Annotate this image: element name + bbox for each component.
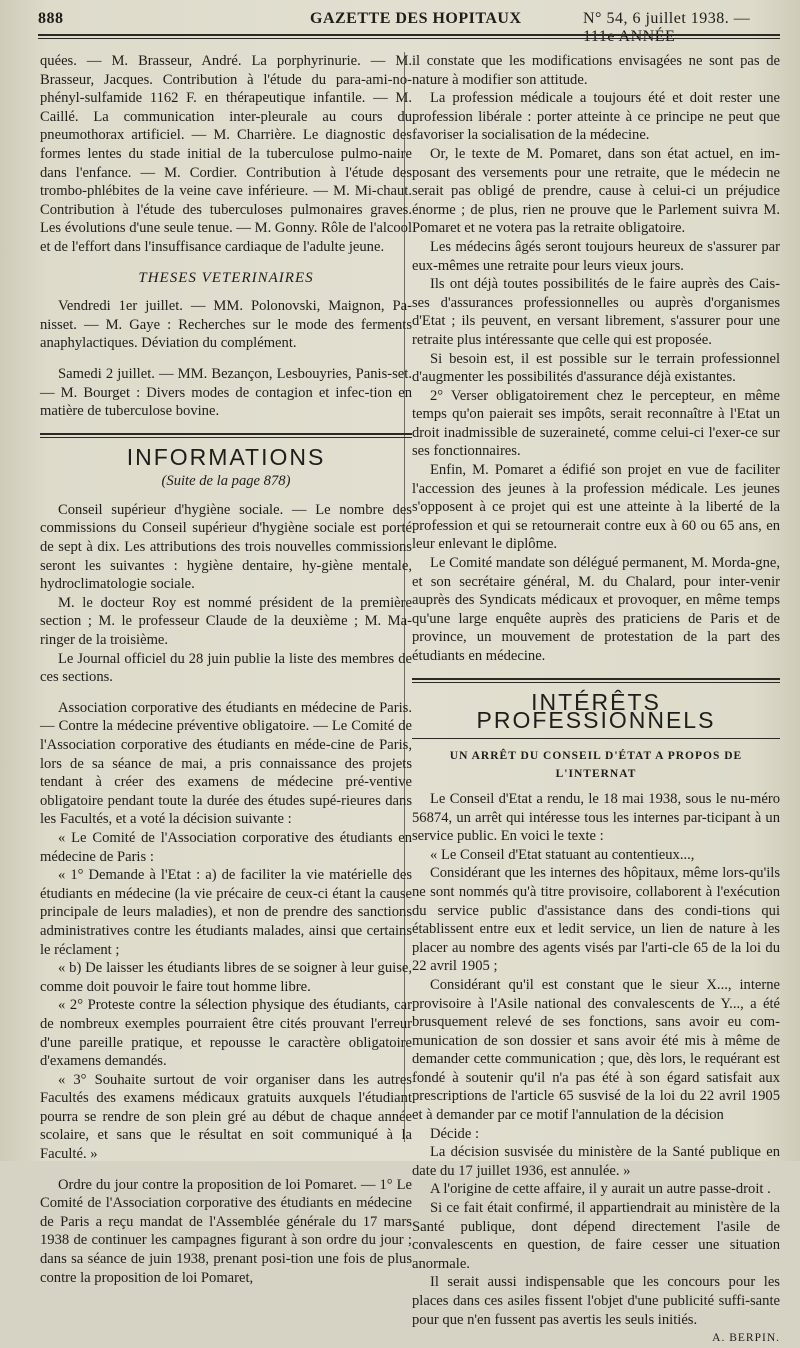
possibilities-paragraph: Ils ont déjà toutes possibilités de le faire auprès des Cais-ses d'assurances professionnelles ou auprès d'organismes d'Etat ; ils peuvent, en versant librement, s'assurer pour une retraite plus intéressante que celle qui est proposée.: [412, 276, 780, 348]
veterinary-theses-heading: THESES VETERINAIRES: [138, 269, 314, 286]
header-rule-thin: [38, 38, 780, 39]
demand-1-paragraph: « 1° Demande à l'Etat : a) de faciliter la vie matérielle des étudiants en médecine (la vie précaire de ceux-ci étant la cause principale de leurs maladies), et non de prendre des sanctions administratives contre les étudiants malades, ainsi que certains le réclament ;: [40, 867, 412, 958]
pomaret-text-paragraph: Or, le texte de M. Pomaret, dans son état actuel, en im-posant des versements pour une retraite, que le médecin ne serait pas obligé de prendre, cause à celui-ci un préjudice énorme ; de plus, rien ne prouve que le Parlement suivra M. Pomaret et ne votera pas la retraite obligatoire.: [412, 145, 780, 237]
decide-paragraph: Décide :: [430, 1125, 480, 1142]
origin-paragraph: A l'origine de cette affaire, il y aurait un autre passe-droit .: [430, 1181, 771, 1198]
conseil-etat-subheading: UN ARRÊT DU CONSEIL D'ÉTAT A PROPOS DE L'INTERNAT: [449, 749, 743, 781]
journal-title: GAZETTE DES HOPITAUX: [310, 10, 522, 27]
concours-paragraph: Il serait aussi indispensable que les concours pour les places dans ces asiles fissent l'objet d'une publicité suffi-sante pour que n'en fussent pas avertis les seuls initiés.: [412, 1274, 780, 1328]
mandate-paragraph: Le Comité mandate son délégué permanent, M. Morda-gne, et son secrétaire général, M. du Chalard, pour inter-venir auprès des Syndicats médicaux et provoquer, en même temps qu'une large enquête auprès des praticiens de Paris et de province, un mouvement de protestation de la part des étudiants en médecine.: [412, 555, 780, 664]
hygiene-council-paragraph: Conseil supérieur d'hygiène sociale. — Le nombre des commissions du Conseil supérieur d'hygiène sociale est porté de sept à dix. Les attributions des trois nouvelles commissions seront les suivantes : hygiène dentaire, hy-giène mentale, hydroclimatologie sociale.: [40, 501, 412, 593]
considerant-1-paragraph: Considérant que les internes des hôpitaux, même lors-qu'ils ne sont nommés qu'à titre provisoire, collaborent à l'exécution du service public d'assistance dans des condi-tions qui établissent entre eux et ledit service, un lien de nature à les placer au nombre des agents visés par l'arti-cle 65 de la loi du 22 avril 1905 ;: [412, 865, 780, 975]
thesis-list-continued: quées. — M. Brasseur, André. La porphyrinurie. — M. Brasseur, Jacques. Contribution à l'étude du para-ami-no-phényl-sulfamide 1162 F. en thérapeutique infantile. — M. Caillé. La communication inter-pleurale au cours du pneumothorax artificiel. — M. Charrière. Le diagnostic des formes lentes du stade initial de la tuberculose pulmo-naire dans l'enfance. — M. Cordier. Contribution à l'étude des trombo-phlébites de la veine cave inférieure. — M. Mi-chaut. Contribution à l'étude des tuberculoses pulmonaires graves. Les évolutions d'une seule tenue. — M. Gonny. Rôle de l'alcool et de l'effort dans l'insuffisance cardiaque de l'adulte jeune.: [40, 53, 412, 255]
comite-paragraph: « Le Comité de l'Association corporative des étudiants en médecine de Paris :: [40, 829, 412, 865]
sections-presidents-paragraph: M. le docteur Roy est nommé président de la première section ; M. le professeur Claude de la deuxième ; M. Ma-ringer de la troisième.: [40, 594, 412, 649]
journal-officiel-paragraph: Le Journal officiel du 28 juin publie la liste des membres de ces sections.: [40, 650, 412, 686]
if-needed-paragraph: Si besoin est, il est possible sur le terrain professionnel d'augmenter les possibilités d'assurance déjà existantes.: [412, 350, 780, 386]
conseil-etat-paragraph: Le Conseil d'Etat a rendu, le 18 mai 1938, sous le nu-méro 56874, un arrêt qui intéresse tous les internes par-ticipant à un service public. En voici le texte :: [412, 790, 780, 845]
demand-2-paragraph: « 2° Proteste contre la sélection physique des étudiants, car de nombreux exemples pourraient être cités prouvant l'erreur d'une pareille pratique, et repousse le caractère obligatoire d'examens demandés.: [40, 997, 412, 1070]
page-number: 888: [38, 10, 64, 27]
thesis-saturday: Samedi 2 juillet. — MM. Bezançon, Lesbouyries, Panis-set. — M. Bourget : Divers modes de contagion et infec-tion en matière de tuberculose bovine.: [40, 365, 412, 420]
ministry-paragraph: Si ce fait était confirmé, il appartiendrait au ministère de la Santé publique, dont dépend directement l'asile de convalescents en question, de faire cesser une situation anormale.: [412, 1200, 780, 1272]
author-signature: A. BERPIN.: [712, 1332, 780, 1345]
section-rule-right: [412, 678, 780, 683]
decision-paragraph: La décision susvisée du ministère de la Santé publique en date du 17 juillet 1936, est annulée. »: [412, 1144, 780, 1179]
interets-rule: [412, 738, 780, 739]
header-rule: [38, 34, 780, 36]
finally-paragraph: Enfin, M. Pomaret a édifié son projet en vue de faciliter l'accession des jeunes à la profession médicale. Les jeunes s'opposent à ce projet qui est une atteinte à la liberté de la profession et qui se retournerait contre eux à 60 ou 65 ans, en leur enlevant le diplôme.: [412, 462, 780, 553]
informations-heading: INFORMATIONS: [126, 443, 326, 470]
informations-subtitle: (Suite de la page 878): [161, 473, 291, 490]
older-doctors-paragraph: Les médecins âgés seront toujours heureux de s'assurer par eux-mêmes une retraite pour leurs vieux jours.: [412, 238, 780, 274]
left-column: [40, 52, 412, 1287]
ordre-du-jour-paragraph: Ordre du jour contre la proposition de loi Pomaret. — 1° Le Comité de l'Association corporative des étudiants en médecine de Paris a reçu mandat de l'Assemblée générale du 17 mars 1938 de continuer les campagnes figurant à son ordre du jour ; dans sa séance de juin 1938, prenant posi-tion une fois de plus contre la proposition de loi Pomaret,: [40, 1176, 412, 1286]
interets-heading: INTÉRÊTS PROFESSIONNELS: [476, 688, 716, 734]
considerant-2-paragraph: Considérant qu'il est constant que le sieur X..., interne provisoire à l'Asile national des convalescents de Y..., a été brusquement relevé de ses fonctions, sans avoir eu com-munication de son dossier et sans avoir été mis à même de demander cette communication ; que, dès lors, le requérant est fondé à soutenir qu'il n'a pas été à son égard satisfait aux prescriptions de l'article 65 susvisé de la loi du 22 avril 1905 et à demander par ce motif l'annulation de la décision: [412, 976, 780, 1124]
demand-b-paragraph: « b) De laisser les étudiants libres de se soigner à leur guise, comme doit pouvoir le faire tout homme libre.: [40, 960, 412, 995]
statuant-paragraph: « Le Conseil d'Etat statuant au contentieux...,: [430, 846, 695, 863]
pomaret-attitude-paragraph: il constate que les modifications envisagées ne sont pas de nature à modifier son attitude.: [412, 53, 780, 88]
liberal-profession-paragraph: La profession médicale a toujours été et doit rester une profession libérale : porter atteinte à ce principe ne peut que favoriser la socialisation de la médecine.: [412, 90, 780, 144]
right-column: [412, 52, 780, 1348]
association-paragraph: Association corporative des étudiants en médecine de Paris. — Contre la médecine préventive obligatoire. — Le Comité de l'Association corporative des étudiants en méde-cine de Paris, lors de sa séance de mai, a pris connaissance des projets tendant à créer des examens de médecine pré-ventive obligatoire pendant toute la durée des études supé-rieures dans les Facultés, et a voté la décision suivante :: [40, 699, 412, 828]
demand-3-paragraph: « 3° Souhaite surtout de voir organiser dans les autres Facultés des examens médicaux gratuits auxquels l'étudiant pourra se rendre de son plein gré au début de chaque année scolaire, et sans que le résultat en soit communiqué à la Faculté. »: [40, 1071, 412, 1163]
page-header: [38, 10, 780, 45]
issue-info: N° 54, 6 juillet 1938. — 111e ANNÉE: [583, 10, 751, 45]
second-point-paragraph: 2° Verser obligatoirement chez le percepteur, en même temps qu'on paierait ses impôts, serait reconnaître à l'Etat un droit inadmissible de suzeraineté, comme celui-ci l'exer-ce sur ses fonctionnaires.: [412, 387, 780, 460]
thesis-friday: Vendredi 1er juillet. — MM. Polonovski, Maignon, Pa-nisset. — M. Gaye : Recherches sur le mode des ferments anaphylactiques. Déviation du complément.: [40, 298, 412, 352]
section-rule: [40, 433, 412, 438]
